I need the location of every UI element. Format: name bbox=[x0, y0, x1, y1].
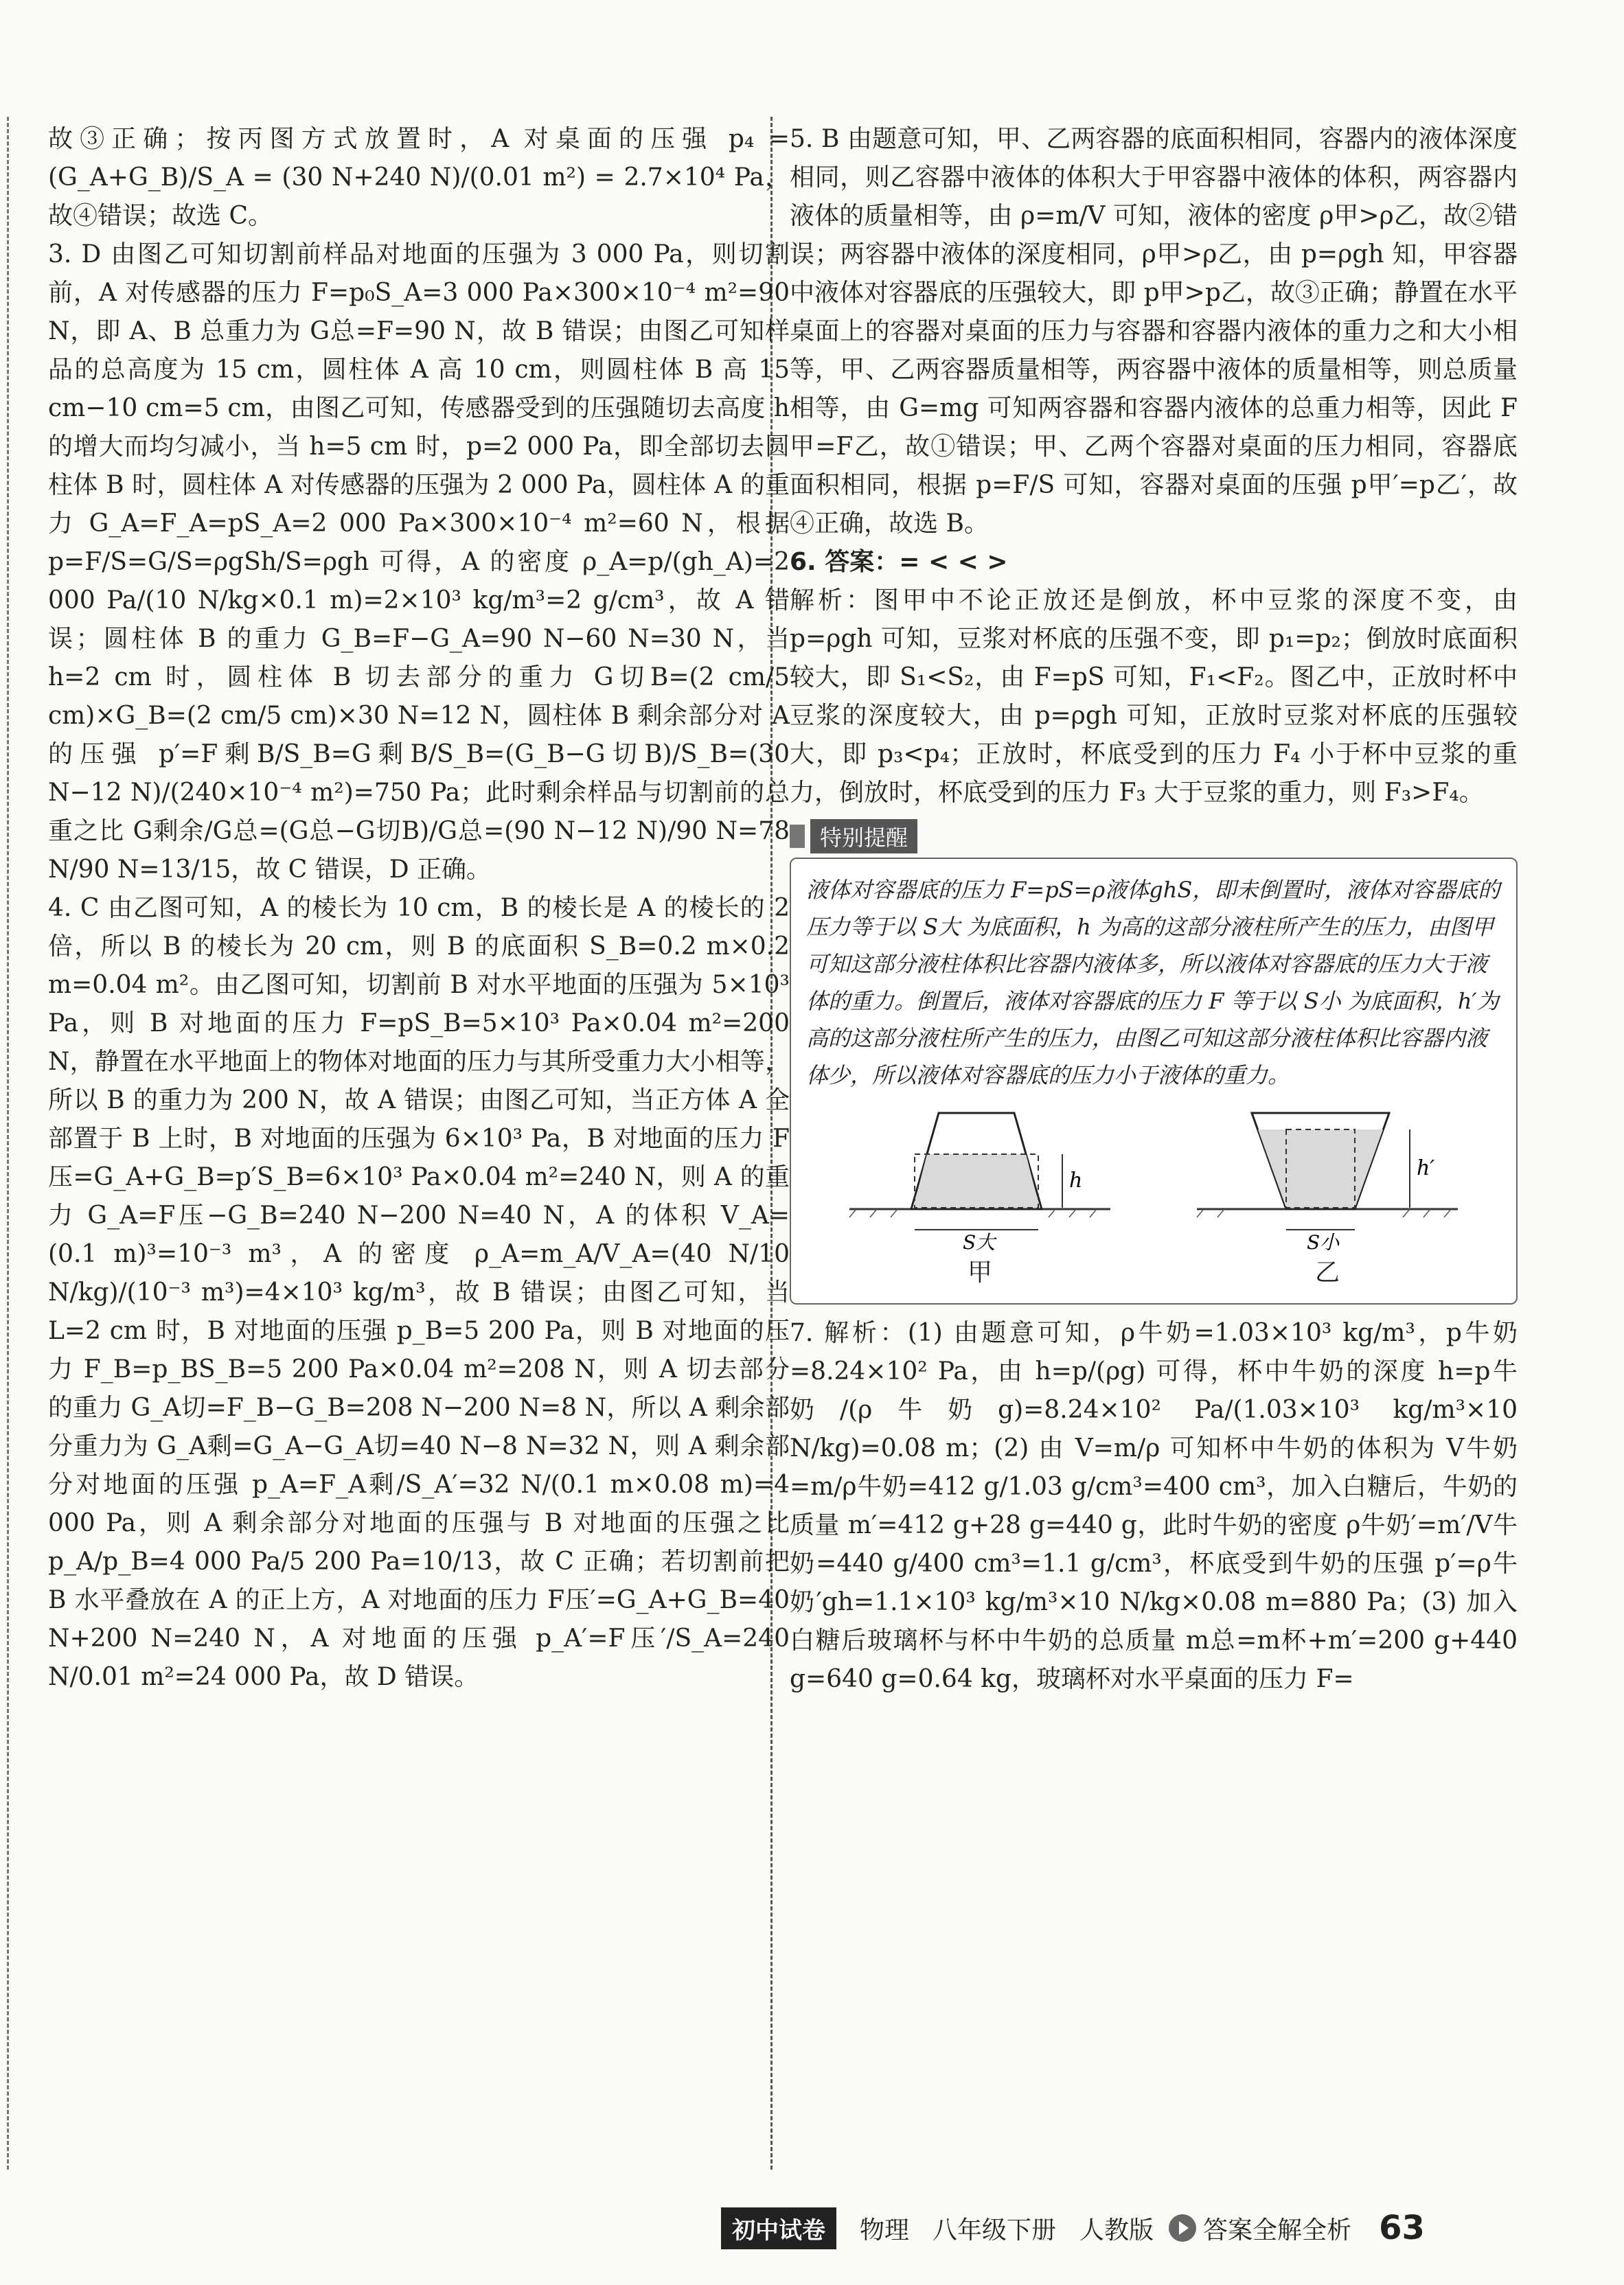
height-label-h-prime: h′ bbox=[1417, 1156, 1435, 1180]
special-reminder-title: 特别提醒 bbox=[810, 819, 917, 853]
series-badge: 初中试卷 bbox=[721, 2207, 836, 2249]
question-3-solution: 3. D 由图乙可知切割前样品对地面的压强为 3 000 Pa，则切割前，A 对传感器的压力 F=p₀S_A=3 000 Pa×300×10⁻⁴ m²=90 N，即 A、B 总重力为 G总=F=90 N，故 B 错误；由图乙可知样品的总高度为 15 cm，圆柱体 A 高 10 cm，则圆柱体 B 高 15 cm−10 cm=5 cm，由图乙可知，传感器受到的压强随切去高度 h 的增大而均匀减小，当 h=5 cm 时，p=2 000 Pa，即全部切去圆柱体 B 时，圆柱体 A 对传感器的压强为 2 000 Pa，圆柱体 A 的重力 G_A=F_A=pS_A=2 000 Pa×300×10⁻⁴ m²=60 N，根据 p=F/S=G/S=ρgSh/S=ρgh 可得，A 的密度 ρ_A=p/(gh_A)=2 000 Pa/(10 N/kg×0.1 m)=2×10³ kg/m³=2 g/cm³，故 A 错误；圆柱体 B 的重力 G_B=F−G_A=90 N−60 N=30 N，当 h=2 cm 时，圆柱体 B 切去部分的重力 G切B=(2 cm/5 cm)×G_B=(2 cm/5 cm)×30 N=12 N，圆柱体 B 剩余部分对 A 的压强 p′=F剩B/S_B=G剩B/S_B=(G_B−G切B)/S_B=(30 N−12 N)/(240×10⁻⁴ m²)=750 Pa；此时剩余样品与切割前的总重之比 G剩余/G总=(G总−G切B)/G总=(90 N−12 N)/90 N=78 N/90 N=13/15，故 C 错误，D 正确。 bbox=[48, 240, 790, 884]
figure-jia bbox=[836, 1106, 1124, 1288]
page-number: 63 bbox=[1379, 2209, 1425, 2247]
height-label-h: h bbox=[1069, 1169, 1083, 1193]
grade-label: 八年级下册 bbox=[933, 2216, 1057, 2244]
question-6-analysis: 解析：图甲中不论正放还是倒放，杯中豆浆的深度不变，由 p=ρgh 可知，豆浆对杯底的压强不变，即 p₁=p₂；倒放时底面积较大，即 S₁<S₂，由 F=pS 可知，F₁<F₂。图乙中，正放时杯中豆浆的深度较大，由 p=ρgh 可知，正放时豆浆对杯底的压强较大，即 p₃<p₄；正放时，杯底受到的压力 F₄ 小于杯中豆浆的重力，倒放时，杯底受到的压力 F₃ 大于豆浆的重力，则 F₃>F₄。 bbox=[790, 586, 1518, 807]
question-6-answer: 6. 答案：= < < > bbox=[790, 548, 1008, 576]
special-reminder-box bbox=[790, 858, 1518, 1305]
inverted-container-diagram bbox=[1183, 1106, 1472, 1250]
figure-label-yi: 乙 bbox=[1314, 1259, 1340, 1287]
flag-icon bbox=[790, 825, 805, 848]
tagline-label: 答案全解全析 bbox=[1203, 2216, 1352, 2244]
special-reminder-text: 液体对容器底的压力 F=pS=ρ液体ghS，即未倒置时，液体对容器底的压力等于以 S大 为底面积，h 为高的这部分液柱所产生的压力，由图甲可知这部分液柱体积比容器内液体多，所以液体对容器底的压力大于液体的重力。倒置后，液体对容器底的压力 F 等于以 S小 为底面积，h′为高的这部分液柱所产生的压力，由图乙可知这部分液柱体积比容器内液体少，所以液体对容器底的压力小于液体的重力。 bbox=[806, 877, 1500, 1088]
left-margin-dashed-line bbox=[7, 117, 9, 2170]
right-column bbox=[790, 120, 1518, 1699]
figure-label-jia: 甲 bbox=[967, 1259, 992, 1287]
area-label-s-small: S小 bbox=[1307, 1231, 1340, 1250]
container-figures bbox=[806, 1106, 1501, 1288]
page-footer bbox=[721, 2204, 1566, 2252]
question-7-solution: 7. 解析：(1) 由题意可知，ρ牛奶=1.03×10³ kg/m³，p牛奶=8.24×10² Pa，由 h=p/(ρg) 可得，杯中牛奶的深度 h=p牛奶/(ρ牛奶g)=8.24×10² Pa/(1.03×10³ kg/m³×10 N/kg)=0.08 m；(2) 由 V=m/ρ 可知杯中牛奶的体积为 V牛奶=m/ρ牛奶=412 g/1.03 g/cm³=400 cm³，加入白糖后，牛奶的质量 m′=412 g+28 g=440 g，此时牛奶的密度 ρ牛奶′=m′/V牛奶=440 g/400 cm³=1.1 g/cm³，杯底受到牛奶的压强 p′=ρ牛奶′gh=1.1×10³ kg/m³×10 N/kg×0.08 m=880 Pa；(3) 加入白糖后玻璃杯与杯中牛奶的总质量 m总=m杯+m′=200 g+440 g=640 g=0.64 kg，玻璃杯对水平桌面的压力 F= bbox=[790, 1319, 1518, 1693]
left-column bbox=[48, 120, 790, 1697]
left-para-1: 故③正确；按丙图方式放置时，A 对桌面的压强 p₄ = (G_A+G_B)/S_A = (30 N+240 N)/(0.01 m²) = 2.7×10⁴ Pa，故④错误；故选 C。 bbox=[48, 125, 790, 230]
question-5-solution: 5. B 由题意可知，甲、乙两容器的底面积相同，容器内的液体深度相同，则乙容器中液体的体积大于甲容器中液体的体积，两容器内液体的质量相等，由 ρ=m/V 可知，液体的密度 ρ甲>ρ乙，故②错误；两容器中液体的深度相同，ρ甲>ρ乙，由 p=ρgh 知，甲容器中液体对容器底的压强较大，即 p甲>p乙，故③正确；静置在水平桌面上的容器对桌面的压力与容器和容器内液体的重力之和大小相等，甲、乙两容器质量相等，两容器中液体的质量相等，则总质量相等，由 G=mg 可知两容器和容器内液体的总重力相等，因此 F甲=F乙，故①错误；甲、乙两个容器对桌面的压力相同，容器底面积相同，根据 p=F/S 可知，容器对桌面的压强 p甲′=p乙′，故④正确，故选 B。 bbox=[790, 125, 1518, 538]
special-reminder-header bbox=[790, 819, 1518, 853]
play-icon bbox=[1169, 2214, 1196, 2242]
area-label-s-big: S大 bbox=[963, 1231, 996, 1250]
subject-label: 物理 bbox=[860, 2216, 910, 2244]
edition-label: 人教版 bbox=[1079, 2216, 1154, 2244]
figure-yi bbox=[1183, 1106, 1472, 1288]
question-4-solution: 4. C 由乙图可知，A 的棱长为 10 cm，B 的棱长是 A 的棱长的 2 倍，所以 B 的棱长为 20 cm，则 B 的底面积 S_B=0.2 m×0.2 m=0.04 m²。由乙图可知，切割前 B 对水平地面的压强为 5×10³ Pa，则 B 对地面的压力 F=pS_B=5×10³ Pa×0.04 m²=200 N，静置在水平地面上的物体对地面的压力与其所受重力大小相等，所以 B 的重力为 200 N，故 A 错误；由图乙可知，当正方体 A 全部置于 B 上时，B 对地面的压强为 6×10³ Pa，B 对地面的压力 F压=G_A+G_B=p′S_B=6×10³ Pa×0.04 m²=240 N，则 A 的重力 G_A=F压−G_B=240 N−200 N=40 N，A 的体积 V_A=(0.1 m)³=10⁻³ m³，A 的密度 ρ_A=m_A/V_A=(40 N/10 N/kg)/(10⁻³ m³)=4×10³ kg/m³，故 B 错误；由图乙可知，当 L=2 cm 时，B 对地面的压强 p_B=5 200 Pa，则 B 对地面的压力 F_B=p_BS_B=5 200 Pa×0.04 m²=208 N，则 A 切去部分的重力 G_A切=F_B−G_B=208 N−200 N=8 N，所以 A 剩余部分重力为 G_A剩=G_A−G_A切=40 N−8 N=32 N，则 A 剩余部分对地面的压强 p_A=F_A剩/S_A′=32 N/(0.1 m×0.08 m)=4 000 Pa，则 A 剩余部分对地面的压强与 B 对地面的压强之比 p_A/p_B=4 000 Pa/5 200 Pa=10/13，故 C 正确；若切割前把 B 水平叠放在 A 的正上方，A 对地面的压力 F压′=G_A+G_B=40 N+200 N=240 N，A 对地面的压强 p_A′=F压′/S_A=240 N/0.01 m²=24 000 Pa，故 D 错误。 bbox=[48, 894, 790, 1691]
upright-container-diagram bbox=[836, 1106, 1124, 1250]
